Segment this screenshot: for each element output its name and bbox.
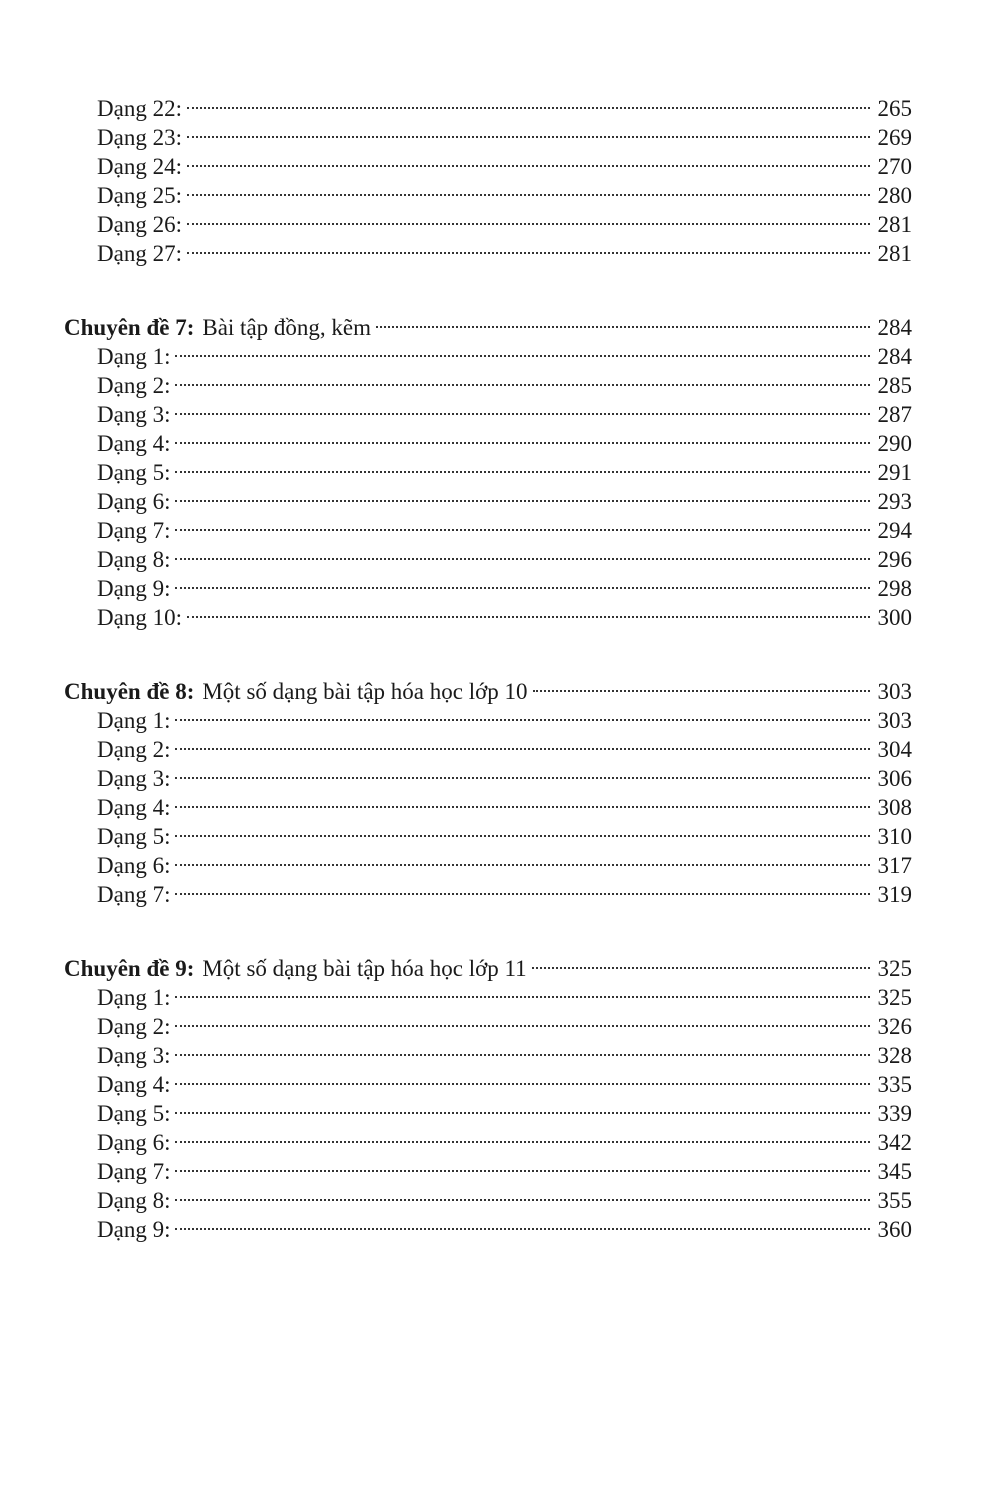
entry-label: Dạng 24:	[97, 154, 182, 179]
entry-label: Dạng 5:	[97, 1101, 171, 1126]
dot-leader	[187, 145, 870, 174]
entry-page-number: 303	[877, 708, 912, 733]
entry-label: Dạng 1:	[97, 708, 171, 733]
dot-leader	[175, 844, 870, 873]
chapter-title: Bài tập đồng, kẽm	[202, 315, 371, 340]
entry-page-number: 306	[877, 766, 912, 791]
entry-page-number: 335	[877, 1072, 912, 1097]
entry-label: Dạng 23:	[97, 125, 182, 150]
toc-entry	[64, 728, 912, 762]
toc-section-chuyen-de-8	[64, 670, 912, 907]
dot-leader	[175, 393, 870, 422]
toc-entry	[64, 844, 912, 878]
entry-page-number: 300	[877, 605, 912, 630]
entry-page-number: 339	[877, 1101, 912, 1126]
toc-entry	[64, 422, 912, 456]
toc-entry	[64, 145, 912, 179]
entry-label: Dạng 9:	[97, 576, 171, 601]
entry-label: Dạng 7:	[97, 1159, 171, 1184]
toc-entry	[64, 87, 912, 121]
toc-entry	[64, 203, 912, 237]
entry-page-number: 269	[877, 125, 912, 150]
chapter-page-number: 284	[877, 315, 912, 340]
entry-label: Dạng 5:	[97, 824, 171, 849]
table-of-contents	[64, 87, 912, 1282]
dot-leader	[187, 87, 870, 116]
dot-leader	[187, 232, 870, 261]
toc-entry	[64, 1179, 912, 1213]
entry-label: Dạng 2:	[97, 1014, 171, 1039]
dot-leader	[187, 203, 870, 232]
dot-leader	[175, 364, 870, 393]
dot-leader	[175, 538, 870, 567]
entry-page-number: 281	[877, 212, 912, 237]
entry-label: Dạng 22:	[97, 96, 182, 121]
entry-page-number: 308	[877, 795, 912, 820]
entry-label: Dạng 7:	[97, 882, 171, 907]
toc-section-chuyen-de-9	[64, 947, 912, 1242]
entry-label: Dạng 1:	[97, 344, 171, 369]
entry-page-number: 280	[877, 183, 912, 208]
toc-entry	[64, 976, 912, 1010]
entry-label: Dạng 7:	[97, 518, 171, 543]
chapter-title: Một số dạng bài tập hóa học lớp 10	[202, 679, 528, 704]
dot-leader	[175, 1005, 870, 1034]
entry-label: Dạng 4:	[97, 795, 171, 820]
toc-entry	[64, 1208, 912, 1242]
dot-leader	[175, 422, 870, 451]
entry-label: Dạng 5:	[97, 460, 171, 485]
entry-page-number: 281	[877, 241, 912, 266]
entry-page-number: 270	[877, 154, 912, 179]
dot-leader	[187, 116, 870, 145]
toc-entry	[64, 538, 912, 572]
entry-label: Dạng 6:	[97, 853, 171, 878]
toc-entry	[64, 757, 912, 791]
toc-entry	[64, 509, 912, 543]
dot-leader	[175, 728, 870, 757]
toc-section-chuyen-de-7	[64, 306, 912, 630]
toc-entry	[64, 1063, 912, 1097]
dot-leader	[175, 567, 870, 596]
entry-label: Dạng 3:	[97, 766, 171, 791]
toc-entry	[64, 873, 912, 907]
toc-entry	[64, 480, 912, 514]
entry-page-number: 294	[877, 518, 912, 543]
chapter-page-number: 325	[877, 956, 912, 981]
entry-page-number: 290	[877, 431, 912, 456]
dot-leader	[175, 335, 870, 364]
toc-entry	[64, 815, 912, 849]
toc-entry	[64, 116, 912, 150]
entry-label: Dạng 4:	[97, 1072, 171, 1097]
dot-leader	[175, 815, 870, 844]
dot-leader	[175, 509, 870, 538]
toc-entry	[64, 451, 912, 485]
dot-leader	[175, 873, 870, 902]
entry-label: Dạng 1:	[97, 985, 171, 1010]
chapter-heading	[64, 670, 912, 704]
entry-label: Dạng 9:	[97, 1217, 171, 1242]
chapter-number: Chuyên đề 9:	[64, 956, 195, 981]
toc-entry	[64, 1005, 912, 1039]
toc-entry	[64, 1121, 912, 1155]
toc-entry	[64, 335, 912, 369]
entry-page-number: 325	[877, 985, 912, 1010]
dot-leader	[175, 976, 870, 1005]
entry-page-number: 342	[877, 1130, 912, 1155]
dot-leader	[533, 670, 870, 699]
chapter-number: Chuyên đề 7:	[64, 315, 195, 340]
toc-entry	[64, 393, 912, 427]
dot-leader	[532, 947, 870, 976]
entry-page-number: 360	[877, 1217, 912, 1242]
entry-label: Dạng 2:	[97, 737, 171, 762]
entry-label: Dạng 4:	[97, 431, 171, 456]
chapter-number: Chuyên đề 8:	[64, 679, 195, 704]
toc-entry	[64, 174, 912, 208]
entry-label: Dạng 25:	[97, 183, 182, 208]
chapter-heading	[64, 306, 912, 340]
chapter-page-number: 303	[877, 679, 912, 704]
entry-page-number: 355	[877, 1188, 912, 1213]
entry-page-number: 328	[877, 1043, 912, 1068]
toc-entry	[64, 1034, 912, 1068]
entry-page-number: 310	[877, 824, 912, 849]
dot-leader	[175, 699, 870, 728]
dot-leader	[187, 174, 870, 203]
entry-label: Dạng 6:	[97, 489, 171, 514]
toc-entry	[64, 232, 912, 266]
entry-page-number: 291	[877, 460, 912, 485]
dot-leader	[175, 1179, 870, 1208]
dot-leader	[175, 451, 870, 480]
dot-leader	[175, 480, 870, 509]
dot-leader	[175, 1121, 870, 1150]
dot-leader	[175, 757, 870, 786]
entry-page-number: 285	[877, 373, 912, 398]
toc-entry	[64, 1092, 912, 1126]
dot-leader	[175, 786, 870, 815]
toc-entry	[64, 567, 912, 601]
entry-page-number: 326	[877, 1014, 912, 1039]
entry-label: Dạng 3:	[97, 1043, 171, 1068]
entry-label: Dạng 6:	[97, 1130, 171, 1155]
toc-entry	[64, 596, 912, 630]
entry-label: Dạng 3:	[97, 402, 171, 427]
entry-page-number: 284	[877, 344, 912, 369]
entry-page-number: 317	[877, 853, 912, 878]
entry-label: Dạng 27:	[97, 241, 182, 266]
entry-page-number: 287	[877, 402, 912, 427]
toc-entry	[64, 1150, 912, 1184]
entry-label: Dạng 10:	[97, 605, 182, 630]
dot-leader	[175, 1034, 870, 1063]
entry-label: Dạng 8:	[97, 547, 171, 572]
toc-entry	[64, 699, 912, 733]
entry-label: Dạng 8:	[97, 1188, 171, 1213]
entry-page-number: 304	[877, 737, 912, 762]
toc-section-continued	[64, 87, 912, 266]
entry-label: Dạng 2:	[97, 373, 171, 398]
dot-leader	[175, 1208, 870, 1237]
dot-leader	[175, 1092, 870, 1121]
chapter-title: Một số dạng bài tập hóa học lớp 11	[202, 956, 527, 981]
entry-page-number: 265	[877, 96, 912, 121]
entry-page-number: 298	[877, 576, 912, 601]
dot-leader	[175, 1150, 870, 1179]
entry-page-number: 345	[877, 1159, 912, 1184]
entry-page-number: 296	[877, 547, 912, 572]
chapter-heading	[64, 947, 912, 981]
entry-page-number: 293	[877, 489, 912, 514]
dot-leader	[376, 306, 870, 335]
entry-label: Dạng 26:	[97, 212, 182, 237]
toc-entry	[64, 786, 912, 820]
dot-leader	[175, 1063, 870, 1092]
entry-page-number: 319	[877, 882, 912, 907]
toc-entry	[64, 364, 912, 398]
dot-leader	[187, 596, 870, 625]
